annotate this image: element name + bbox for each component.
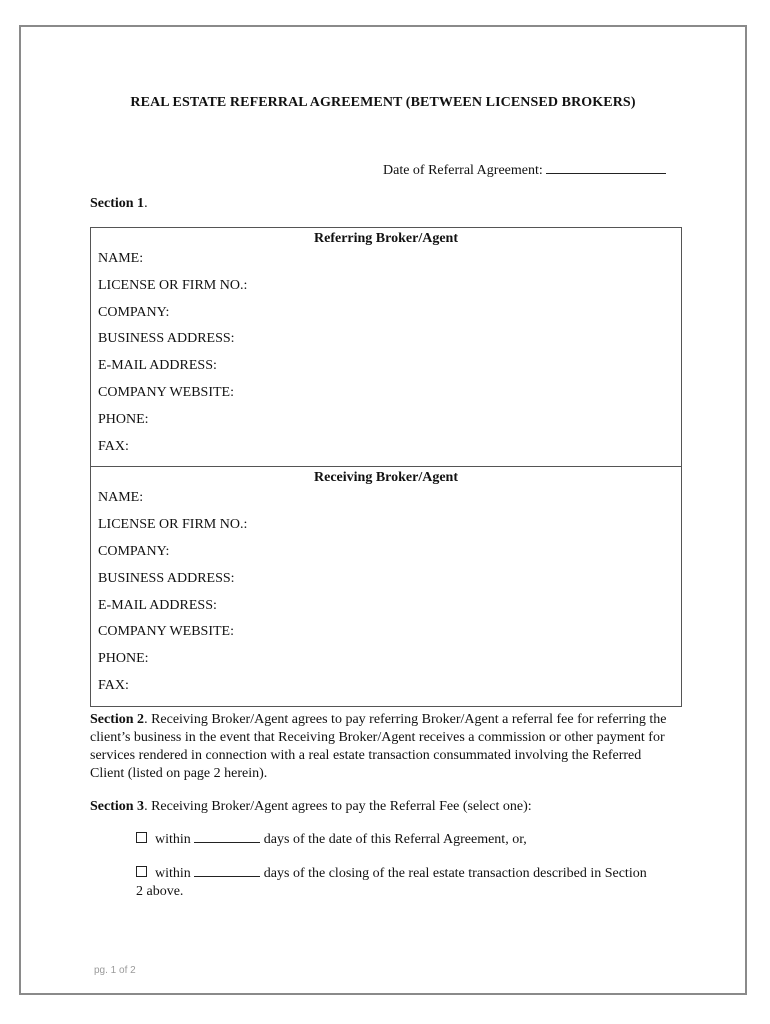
broker-table — [90, 227, 682, 707]
section-1-suffix: . — [144, 196, 148, 211]
section-1-label: Section 1 — [90, 196, 145, 211]
receiving-fax-field[interactable]: FAX: — [98, 677, 129, 693]
document-title: REAL ESTATE REFERRAL AGREEMENT (BETWEEN LICENSED BROKERS) — [130, 95, 636, 110]
section-1-heading — [90, 196, 148, 212]
receiving-company-field[interactable]: COMPANY: — [98, 543, 170, 559]
referring-company-field[interactable]: COMPANY: — [98, 304, 170, 320]
receiving-address-field[interactable]: BUSINESS ADDRESS: — [98, 570, 235, 586]
referring-broker-heading: Referring Broker/Agent — [314, 231, 458, 246]
receiving-phone-field[interactable]: PHONE: — [98, 651, 149, 667]
referring-broker-section — [91, 228, 681, 466]
option-1-days-blank[interactable] — [194, 842, 260, 843]
referring-address-field[interactable]: BUSINESS ADDRESS: — [98, 331, 235, 347]
referring-website-field[interactable]: COMPANY WEBSITE: — [98, 384, 235, 400]
receiving-website-field[interactable]: COMPANY WEBSITE: — [98, 624, 235, 640]
section-2-paragraph — [90, 711, 670, 783]
referring-phone-field[interactable]: PHONE: — [98, 411, 149, 427]
section-2-text: . Receiving Broker/Agent agrees to pay referring Broker/Agent a referral fee for referring the client’s business in the event that Receiving Broker/Agent receives a commission or other payment for services rendered in connection with a real estate transaction consummated involving the Referred Client (listed on page 2 herein). — [90, 712, 667, 781]
option-2-checkbox[interactable] — [136, 866, 147, 877]
option-1-checkbox[interactable] — [136, 832, 147, 843]
section-3-label: Section 3 — [90, 799, 145, 814]
date-line — [383, 163, 666, 179]
receiving-broker-heading: Receiving Broker/Agent — [314, 470, 458, 486]
section-3-option-1 — [136, 831, 656, 849]
section-3-option-2 — [136, 865, 656, 901]
receiving-email-field[interactable]: E-MAIL ADDRESS: — [98, 597, 217, 613]
date-label: Date of Referral Agreement: — [383, 163, 543, 178]
date-blank[interactable] — [546, 173, 666, 174]
receiving-license-field[interactable]: LICENSE OR FIRM NO.: — [98, 517, 248, 533]
option-1-prefix: within — [155, 832, 191, 847]
page-number: pg. 1 of 2 — [94, 965, 136, 976]
receiving-broker-section — [91, 466, 681, 705]
option-2-suffix: days of the closing of the real estate transaction described in Section 2 above. — [136, 866, 647, 899]
document-page — [19, 25, 747, 995]
option-2-days-blank[interactable] — [194, 876, 260, 877]
option-1-suffix: days of the date of this Referral Agreement, or, — [263, 832, 527, 847]
section-3-paragraph — [90, 798, 670, 816]
receiving-name-field[interactable]: NAME: — [98, 490, 144, 506]
referring-license-field[interactable]: LICENSE OR FIRM NO.: — [98, 277, 248, 293]
section-2-label: Section 2 — [90, 712, 145, 727]
referring-name-field[interactable]: NAME: — [98, 251, 144, 266]
referring-email-field[interactable]: E-MAIL ADDRESS: — [98, 358, 217, 374]
referring-fax-field[interactable]: FAX: — [98, 438, 129, 454]
option-2-prefix: within — [155, 866, 191, 881]
section-3-text: . Receiving Broker/Agent agrees to pay the Referral Fee (select one): — [144, 799, 532, 814]
